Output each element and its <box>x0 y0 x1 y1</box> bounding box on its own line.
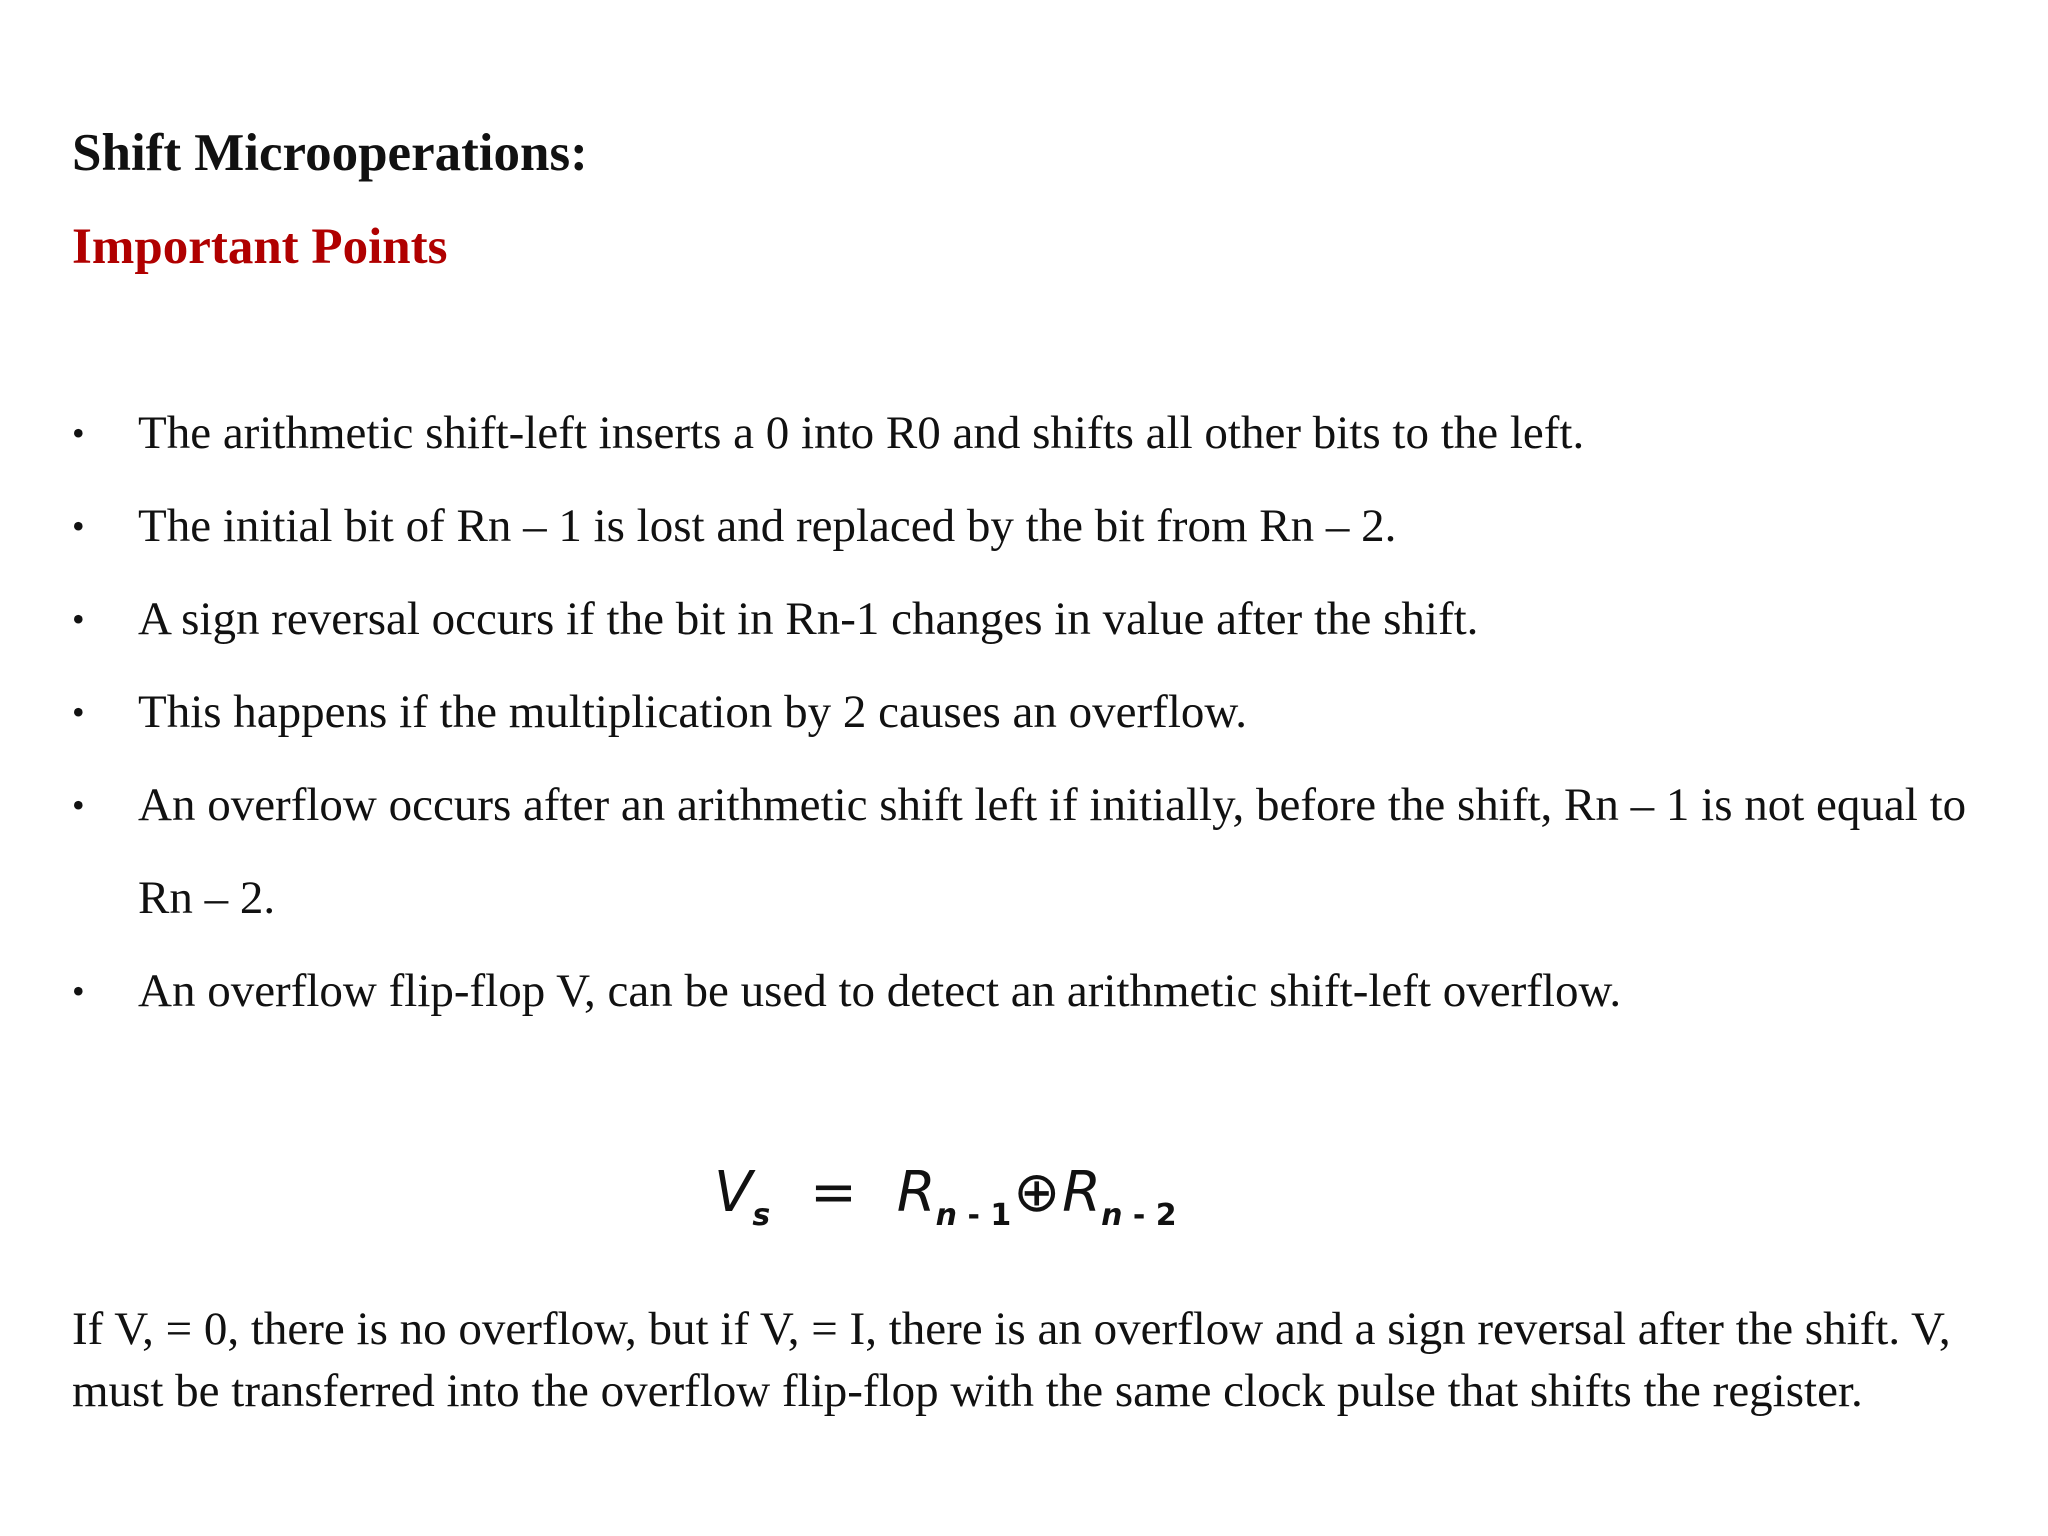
bullet-text: This happens if the multiplication by 2 causes an overflow. <box>138 686 1248 738</box>
formula-equals: = <box>809 1160 857 1225</box>
bullet-dot-icon: • <box>72 692 85 732</box>
bullet-text: The initial bit of Rn – 1 is lost and replaced by the bit from Rn – 2. <box>138 500 1397 552</box>
bullet-dot-icon: • <box>72 599 85 639</box>
bullet-text: The arithmetic shift-left inserts a 0 into R0 and shifts all other bits to the left. <box>138 407 1585 459</box>
bullet-item <box>72 573 2012 666</box>
formula-term2: R <box>1062 1160 1102 1225</box>
xor-icon: ⊕ <box>1013 1160 1061 1225</box>
bullet-text: An overflow flip-flop V, can be used to detect an arithmetic shift-left overflow. <box>138 965 1622 1017</box>
explanation-paragraph: If V, = 0, there is no overflow, but if V, = I, there is an overflow and a sign reversal after the shift. V, must be transferred into the overflow flip-flop with the same clock pulse that shifts the register. <box>72 1303 1951 1417</box>
bullet-item <box>72 387 2012 480</box>
formula-lhs: V <box>714 1160 753 1225</box>
bullet-text: A sign reversal occurs if the bit in Rn-1 changes in value after the shift. <box>138 593 1479 645</box>
slide-title: Shift Microoperations: <box>72 124 588 182</box>
formula-term2-sub-num: - 2 <box>1132 1198 1177 1233</box>
formula-lhs-subscript: s <box>752 1198 771 1233</box>
bullet-item <box>72 666 2012 759</box>
overflow-formula <box>714 1148 1177 1238</box>
formula-term2-subscript <box>1101 1198 1177 1233</box>
bullet-item <box>72 945 2012 1038</box>
bullet-dot-icon: • <box>72 413 85 453</box>
bullet-item <box>72 759 2012 945</box>
bullet-item <box>72 480 2012 573</box>
formula-term1-subscript <box>936 1198 1012 1233</box>
slide-subtitle: Important Points <box>72 219 448 275</box>
bullet-text: An overflow occurs after an arithmetic shift left if initially, before the shift, Rn – 1 is not equal to Rn – 2. <box>138 779 1967 924</box>
bullet-dot-icon: • <box>72 506 85 546</box>
bullet-dot-icon: • <box>72 785 85 825</box>
formula-term1-sub-num: - 1 <box>967 1198 1012 1233</box>
formula-term1-sub-var: n <box>935 1198 957 1233</box>
formula-term1: R <box>896 1160 936 1225</box>
bullet-dot-icon: • <box>72 971 85 1011</box>
formula-term2-sub-var: n <box>1101 1198 1123 1233</box>
